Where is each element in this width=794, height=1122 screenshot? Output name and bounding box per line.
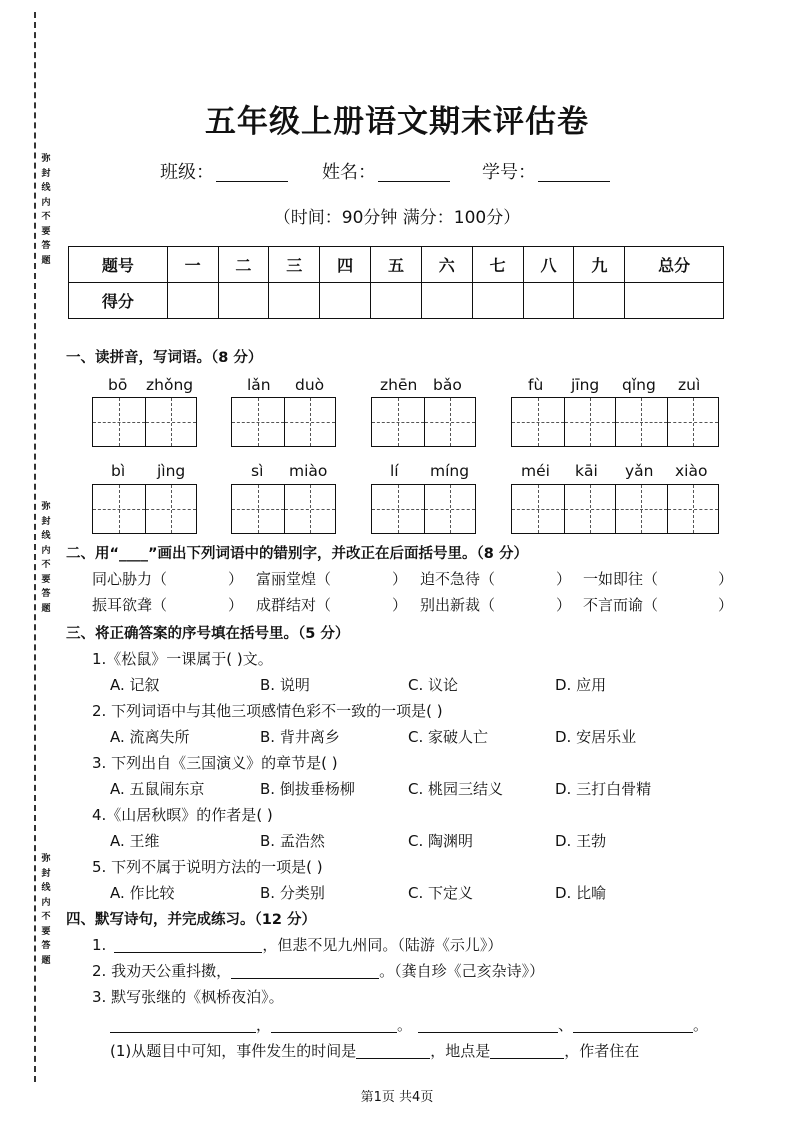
seal-char: 线 xyxy=(41,531,51,541)
mc-question: 1.《松鼠》一课属于( )文。 xyxy=(92,650,273,668)
idiom-item: 富丽堂煌（ xyxy=(256,570,332,588)
pinyin: lí xyxy=(390,462,399,480)
seal-char: 答 xyxy=(41,241,51,251)
idiom-bracket-close[interactable]: ） xyxy=(718,596,734,614)
time-score-info: （时间：90分钟 满分：100分） xyxy=(273,208,521,228)
score-table-header-row xyxy=(69,247,724,283)
pinyin: jìng xyxy=(157,462,186,480)
section-4-title: 四、默写诗句，并完成练习。（12 分） xyxy=(66,912,316,928)
seal-char: 线 xyxy=(41,883,51,893)
answer-blank[interactable] xyxy=(231,962,379,979)
idiom-item: 振耳欲聋（ xyxy=(92,596,168,614)
mc-question: 2. 下列词语中与其他三项感情色彩不一致的一项是( ) xyxy=(92,702,443,720)
idiom-item: 迫不急待（ xyxy=(420,570,496,588)
writing-grid[interactable] xyxy=(231,484,336,534)
mc-option[interactable]: B. 背井离乡 xyxy=(260,728,340,746)
idiom-item: 一如即往（ xyxy=(583,570,659,588)
writing-grid[interactable] xyxy=(511,484,719,534)
mc-option[interactable]: A. 作比较 xyxy=(110,884,175,902)
score-cell[interactable] xyxy=(472,283,523,319)
score-header-cell: 四 xyxy=(320,247,371,283)
class-blank[interactable] xyxy=(216,163,288,182)
pinyin: kāi xyxy=(575,462,598,480)
score-cell[interactable] xyxy=(371,283,422,319)
score-header-cell: 总分 xyxy=(625,247,724,283)
seal-char: 弥 xyxy=(41,154,51,164)
pinyin: míng xyxy=(430,462,470,480)
pinyin: sì xyxy=(251,462,264,480)
mc-option[interactable]: B. 孟浩然 xyxy=(260,832,325,850)
seal-char: 答 xyxy=(41,941,51,951)
mc-question: 5. 下列不属于说明方法的一项是( ) xyxy=(92,858,323,876)
pinyin: zuì xyxy=(678,376,701,394)
score-cell[interactable] xyxy=(218,283,269,319)
mc-option[interactable]: D. 安居乐业 xyxy=(555,728,637,746)
seal-text-middle xyxy=(38,500,54,616)
score-cell[interactable] xyxy=(320,283,371,319)
idiom-bracket-close[interactable]: ） xyxy=(556,570,572,588)
writing-grid[interactable] xyxy=(371,484,476,534)
mc-option[interactable]: C. 家破人亡 xyxy=(408,728,489,746)
answer-blank[interactable] xyxy=(418,1016,558,1033)
writing-grid[interactable] xyxy=(92,484,197,534)
seal-char: 要 xyxy=(41,926,51,937)
mc-option[interactable]: A. 五鼠闹东京 xyxy=(110,780,205,798)
idiom-bracket-close[interactable]: ） xyxy=(556,596,572,614)
mc-option[interactable]: D. 三打白骨精 xyxy=(555,780,652,798)
seal-char: 线 xyxy=(41,183,51,193)
mc-option[interactable]: B. 说明 xyxy=(260,676,310,694)
seal-char: 要 xyxy=(41,226,51,237)
student-id-field: 学号： xyxy=(482,158,610,184)
idiom-item: 同心胁力（ xyxy=(92,570,168,588)
seal-char: 封 xyxy=(41,168,51,179)
seal-char: 内 xyxy=(41,897,51,908)
pinyin: jīng xyxy=(571,376,600,394)
pinyin: fù xyxy=(528,376,544,394)
mc-option[interactable]: C. 下定义 xyxy=(408,884,474,902)
class-field: 班级： xyxy=(160,158,288,184)
seal-char: 题 xyxy=(41,955,51,966)
seal-char: 要 xyxy=(41,574,51,585)
writing-grid[interactable] xyxy=(371,397,476,447)
score-header-cell: 二 xyxy=(218,247,269,283)
page-footer: 第1页 共4页 xyxy=(360,1090,434,1105)
score-header-cell: 五 xyxy=(371,247,422,283)
name-blank[interactable] xyxy=(378,163,450,182)
pinyin: zhēn xyxy=(380,376,418,394)
mc-question: 3. 下列出自《三国演义》的章节是( ) xyxy=(92,754,338,772)
idiom-bracket-close[interactable]: ） xyxy=(228,570,244,588)
poem-copy-lines: ， 。 、 。 xyxy=(110,1014,708,1035)
score-row-label: 得分 xyxy=(69,283,168,319)
answer-blank[interactable] xyxy=(114,936,262,953)
seal-char: 不 xyxy=(41,560,51,570)
score-table-score-row xyxy=(69,283,724,319)
score-header-cell: 七 xyxy=(472,247,523,283)
score-cell[interactable] xyxy=(625,283,724,319)
mc-option[interactable]: B. 倒拔垂杨柳 xyxy=(260,780,355,798)
poem-question-2: 2. 我劝天公重抖擞， 。（龚自珍《己亥杂诗》） xyxy=(92,962,545,980)
pinyin: miào xyxy=(289,462,328,480)
mc-option[interactable]: C. 陶渊明 xyxy=(408,832,474,850)
pinyin: zhǒng xyxy=(146,376,194,394)
student-id-blank[interactable] xyxy=(538,163,610,182)
score-header-cell: 三 xyxy=(269,247,320,283)
mc-option[interactable]: D. 王勃 xyxy=(555,832,607,850)
seal-char: 弥 xyxy=(41,502,51,512)
score-header-cell: 题号 xyxy=(69,247,168,283)
score-cell[interactable] xyxy=(421,283,472,319)
idiom-item: 别出新裁（ xyxy=(420,596,496,614)
mc-option[interactable]: D. 应用 xyxy=(555,676,607,694)
seal-text-bottom xyxy=(38,852,54,968)
section-3-title: 三、将正确答案的序号填在括号里。（5 分） xyxy=(66,626,350,642)
seal-char: 封 xyxy=(41,868,51,879)
writing-grid[interactable] xyxy=(511,397,719,447)
pinyin: bō xyxy=(108,376,128,394)
seal-char: 内 xyxy=(41,545,51,556)
section-2-title: 二、用“____”画出下列词语中的错别字，并改正在后面括号里。（8 分） xyxy=(66,546,528,562)
score-header-cell: 八 xyxy=(523,247,574,283)
name-field: 姓名： xyxy=(322,158,450,184)
mc-option[interactable]: C. 议论 xyxy=(408,676,459,694)
score-table xyxy=(68,246,724,319)
mc-option[interactable]: A. 记叙 xyxy=(110,676,160,694)
score-cell[interactable] xyxy=(574,283,625,319)
idiom-item: 不言而谕（ xyxy=(583,596,659,614)
binding-dashed-line xyxy=(34,12,36,1082)
mc-option[interactable]: A. 流离失所 xyxy=(110,728,190,746)
pinyin: yǎn xyxy=(625,462,654,480)
idiom-bracket-close[interactable]: ） xyxy=(718,570,734,588)
writing-grid[interactable] xyxy=(92,397,197,447)
idiom-bracket-close[interactable]: ） xyxy=(392,596,408,614)
seal-char: 封 xyxy=(41,516,51,527)
pinyin: lǎn xyxy=(247,376,271,394)
answer-blank[interactable] xyxy=(573,1016,693,1033)
pinyin: duò xyxy=(295,376,325,394)
mc-option[interactable]: C. 桃园三结义 xyxy=(408,780,504,798)
seal-char: 不 xyxy=(41,912,51,922)
seal-char: 内 xyxy=(41,197,51,208)
pinyin: bǎo xyxy=(433,376,462,394)
score-header-cell: 九 xyxy=(574,247,625,283)
pinyin: xiào xyxy=(675,462,708,480)
seal-char: 题 xyxy=(41,603,51,614)
pinyin: bì xyxy=(111,462,126,480)
score-cell[interactable] xyxy=(523,283,574,319)
score-cell[interactable] xyxy=(167,283,218,319)
idiom-item: 成群结对（ xyxy=(256,596,332,614)
answer-blank[interactable] xyxy=(356,1042,430,1059)
section-1-title: 一、读拼音，写词语。（8 分） xyxy=(66,350,263,366)
exam-title: 五年级上册语文期末评估卷 xyxy=(205,104,589,140)
answer-blank[interactable] xyxy=(110,1016,256,1033)
seal-char: 弥 xyxy=(41,854,51,864)
score-header-cell: 六 xyxy=(421,247,472,283)
idiom-bracket-close[interactable]: ） xyxy=(228,596,244,614)
score-header-cell: 一 xyxy=(167,247,218,283)
mc-option[interactable]: A. 王维 xyxy=(110,832,160,850)
score-cell[interactable] xyxy=(269,283,320,319)
seal-char: 不 xyxy=(41,212,51,222)
idiom-bracket-close[interactable]: ） xyxy=(392,570,408,588)
pinyin: méi xyxy=(521,462,550,480)
pinyin: qǐng xyxy=(622,376,656,394)
seal-char: 题 xyxy=(41,255,51,266)
mc-option[interactable]: D. 比喻 xyxy=(555,884,607,902)
mc-option[interactable]: B. 分类别 xyxy=(260,884,325,902)
poem-sub-question: (1)从题目中可知，事件发生的时间是 ，地点是 ，作者住在 xyxy=(110,1042,640,1060)
poem-question-1: 1. ，但悲不见九州同。（陆游《示儿》） xyxy=(92,936,503,954)
answer-blank[interactable] xyxy=(490,1042,564,1059)
answer-blank[interactable] xyxy=(271,1016,397,1033)
poem-question-3: 3. 默写张继的《枫桥夜泊》。 xyxy=(92,988,284,1006)
mc-question: 4.《山居秋暝》的作者是( ) xyxy=(92,806,273,824)
writing-grid[interactable] xyxy=(231,397,336,447)
seal-char: 答 xyxy=(41,589,51,599)
